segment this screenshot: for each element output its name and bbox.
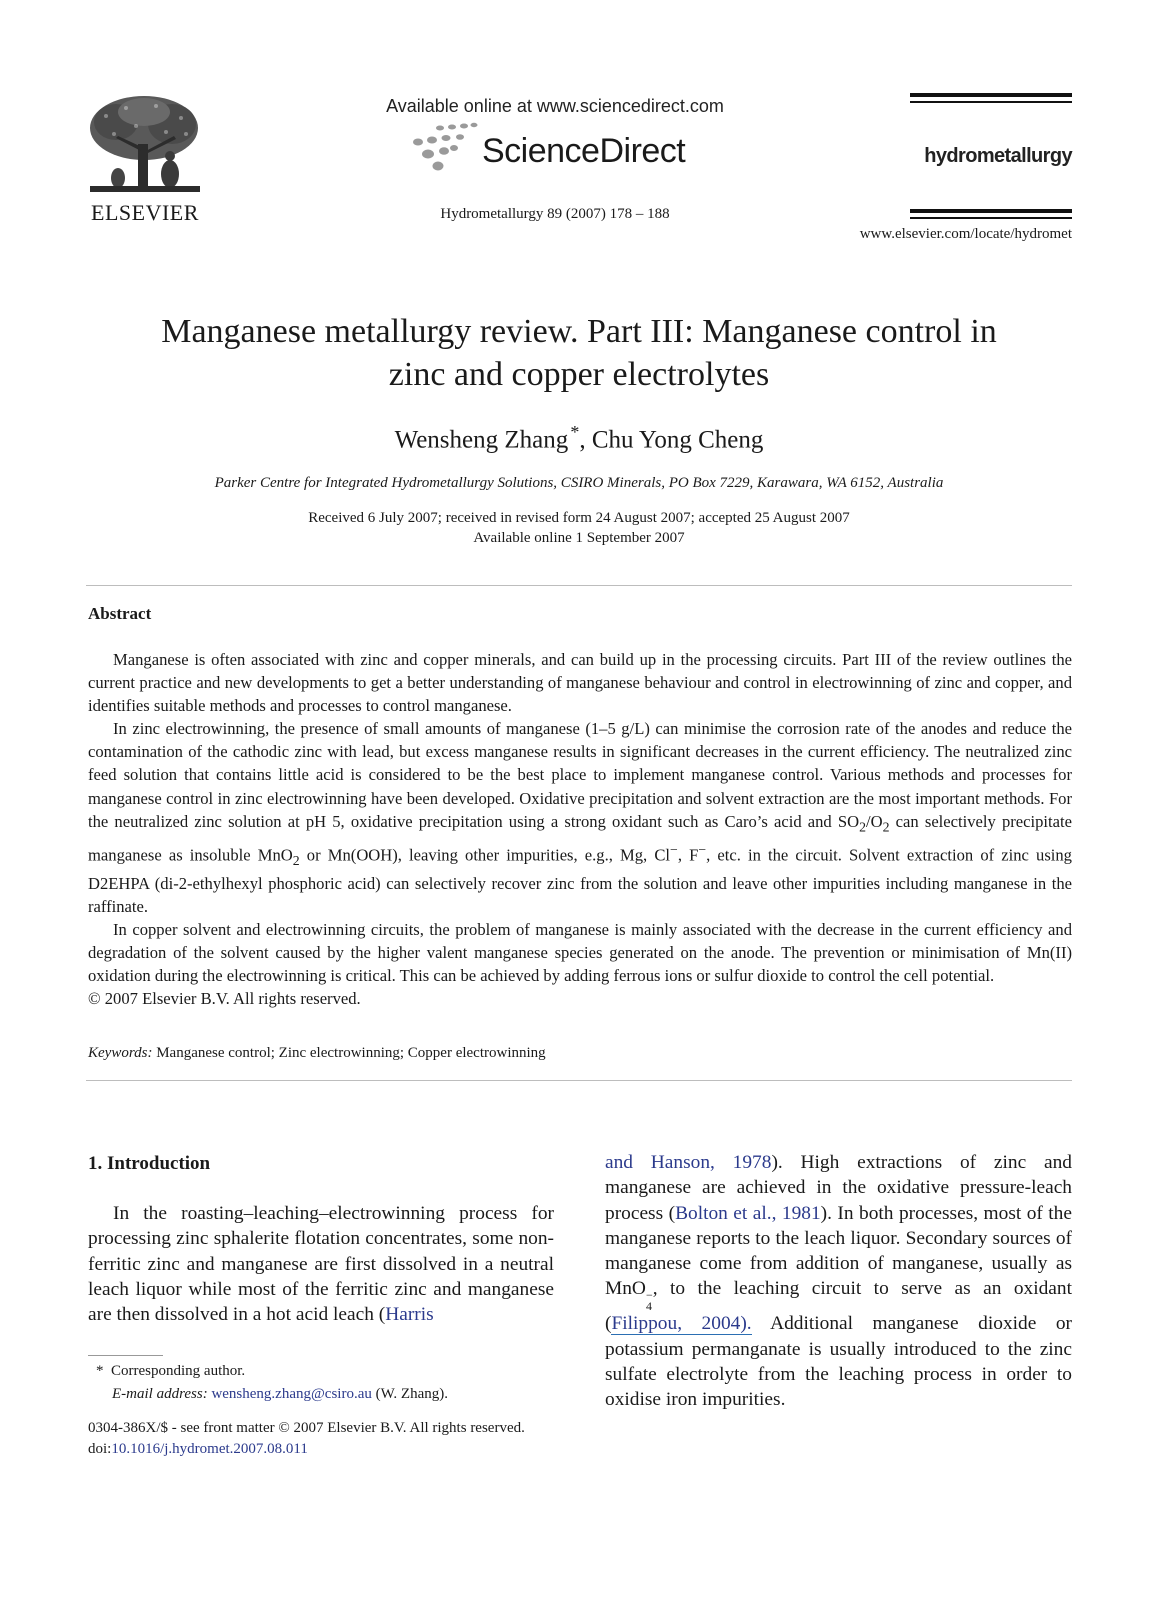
front-matter (88, 1418, 608, 1460)
abstract-paragraph-1: Manganese is often associated with zinc and copper minerals, and can build up in the processing circuits. Part III of the review outlines the current practice and new developments to get a better understanding of manganese behaviour and control in electrowinning of zinc and copper, and identifies suitable methods and processes to control manganese. (88, 650, 1072, 716)
abstract-copyright: © 2007 Elsevier B.V. All rights reserved. (88, 989, 361, 1009)
article-title (86, 310, 1072, 396)
corresponding-author-mark[interactable]: * (570, 422, 580, 442)
journal-rule-bottom-thin (910, 217, 1072, 219)
footnote-line-2: E-mail address: wensheng.zhang@csiro.au (W. Zhang). (112, 1386, 448, 1402)
abstract-top-divider (86, 585, 1072, 586)
ref-bolton-link[interactable]: Bolton et al., 1981 (675, 1202, 821, 1224)
ref-harris-hanson-link-continued[interactable]: and Hanson, 1978 (605, 1152, 772, 1173)
author-separator: , (579, 426, 592, 454)
abstract-bottom-divider (86, 1080, 1072, 1081)
sciencedirect-logo[interactable] (410, 122, 710, 180)
author-zhang[interactable]: Wensheng Zhang (394, 426, 569, 454)
corresponding-author-footnote (96, 1360, 566, 1406)
available-online-date: Available online 1 September 2007 (473, 530, 685, 546)
abstract-body (88, 648, 1072, 1011)
ref-filippou-link[interactable]: Filippou, 2004). (611, 1313, 752, 1335)
doi-link[interactable]: 10.1016/j.hydromet.2007.08.011 (111, 1441, 308, 1457)
left-column (88, 1150, 554, 1327)
keywords (88, 1045, 546, 1062)
mno4-charge: − 4 (645, 1287, 653, 1313)
received-dates: Received 6 July 2007; received in revised form 24 August 2007; accepted 25 August 2007 (308, 510, 850, 526)
title-line-2: zinc and copper electrolytes (388, 356, 770, 393)
introduction-paragraph-continued: and Hanson, 1978). High extractions of zinc and manganese are achieved in the oxidative pressure-leach process (Bolton et al., 1981). In both processes, most of the manganese reports to the leach liquor. Secondary sources of manganese come from addition of manganese, usually as MnO − 4 , to the leaching circuit to serve as an oxidant (Filippou, 2004). Additional manganese dioxide or potassium permanganate is usually introduced to the zinc sulfate electrolyte from the leaching process in order to oxidise iron impurities. (605, 1152, 1072, 1411)
issn-line: 0304-386X/$ - see front matter © 2007 Elsevier B.V. All rights reserved. (88, 1420, 525, 1436)
journal-rule-bottom (910, 209, 1072, 213)
author-email-link[interactable]: wensheng.zhang@csiro.au (211, 1386, 372, 1402)
journal-wordmark: hydrometallurgy (924, 145, 1072, 167)
journal-citation: Hydrometallurgy 89 (2007) 178 – 188 (440, 206, 670, 222)
author-list (86, 422, 1072, 454)
elsevier-tree-graphic (86, 94, 204, 198)
journal-url-link[interactable]: www.elsevier.com/locate/hydromet (859, 226, 1072, 242)
title-line-1: Manganese metallurgy review. Part III: Manganese control in (161, 313, 997, 350)
sciencedirect-wordmark: ScienceDirect (482, 132, 686, 170)
doi-line: doi:10.1016/j.hydromet.2007.08.011 (88, 1441, 308, 1457)
footnote-line-1: * Corresponding author. (96, 1363, 246, 1379)
ref-harris-hanson-link[interactable]: Harris (385, 1304, 434, 1326)
footnote-divider (88, 1355, 163, 1356)
keywords-list: Manganese control; Zinc electrowinning; Copper electrowinning (156, 1045, 546, 1061)
article-dates (86, 508, 1072, 548)
sciencedirect-dots-icon (410, 122, 480, 172)
abstract-heading: Abstract (88, 604, 152, 623)
author-cheng[interactable]: Chu Yong Cheng (591, 426, 764, 454)
right-column (605, 1150, 1072, 1413)
keywords-label: Keywords: (88, 1045, 153, 1061)
journal-rule-top-thin (910, 101, 1072, 103)
publisher-name: ELSEVIER (91, 200, 199, 225)
journal-rule-top (910, 93, 1072, 97)
introduction-heading: 1. Introduction (88, 1153, 211, 1174)
introduction-paragraph: In the roasting–leaching–electrowinning process for processing zinc sphalerite flotation concentrates, some non-ferritic zinc and manganese are first dissolved in a neutral leach liquor while most of the ferritic zinc and manganese are then dissolved in a hot acid leach (Harris (88, 1203, 554, 1326)
abstract-paragraph-3: In copper solvent and electrowinning circuits, the problem of manganese is mainly associated with the decrease in the current efficiency and degradation of the solvent caused by the higher valent manganese species generated on the anode. The prevention or minimisation of Mn(II) oxidation during the electrowinning is critical. This can be achieved by adding ferrous ions or sulfur dioxide to control the cell potential. (88, 920, 1072, 986)
author-affiliation: Parker Centre for Integrated Hydrometallurgy Solutions, CSIRO Minerals, PO Box 7229, Karawara, WA 6152, Australia (214, 475, 944, 491)
available-online-text[interactable]: Available online at www.sciencedirect.com (386, 96, 724, 116)
abstract-paragraph-2: In zinc electrowinning, the presence of small amounts of manganese (1–5 g/L) can minimise the corrosion rate of the anodes and reduce the contamination of the cathodic zinc with lead, but excess manganese results in significant decreases in the current efficiency. The neutralized zinc feed solution that contains little acid is considered to be the best place to implement manganese control. Various methods and processes for manganese control in zinc electrowinning have been developed. Oxidative precipitation and solvent extraction are the most important methods. For the neutralized zinc solution at pH 5, oxidative precipitation using a strong oxidant such as Caro’s acid and $SO_2/O_2$ can selectively precipitate manganese as insoluble MnO$_2$ or Mn(OOH), leaving other impurities, e.g., Mg, Cl−, F−, etc. in the circuit. Solvent extraction of zinc using D2EHPA (di-2-ethylhexyl phosphoric acid) can selectively recover zinc from the solution and leave other impurities including manganese in the raffinate. (88, 719, 1072, 917)
